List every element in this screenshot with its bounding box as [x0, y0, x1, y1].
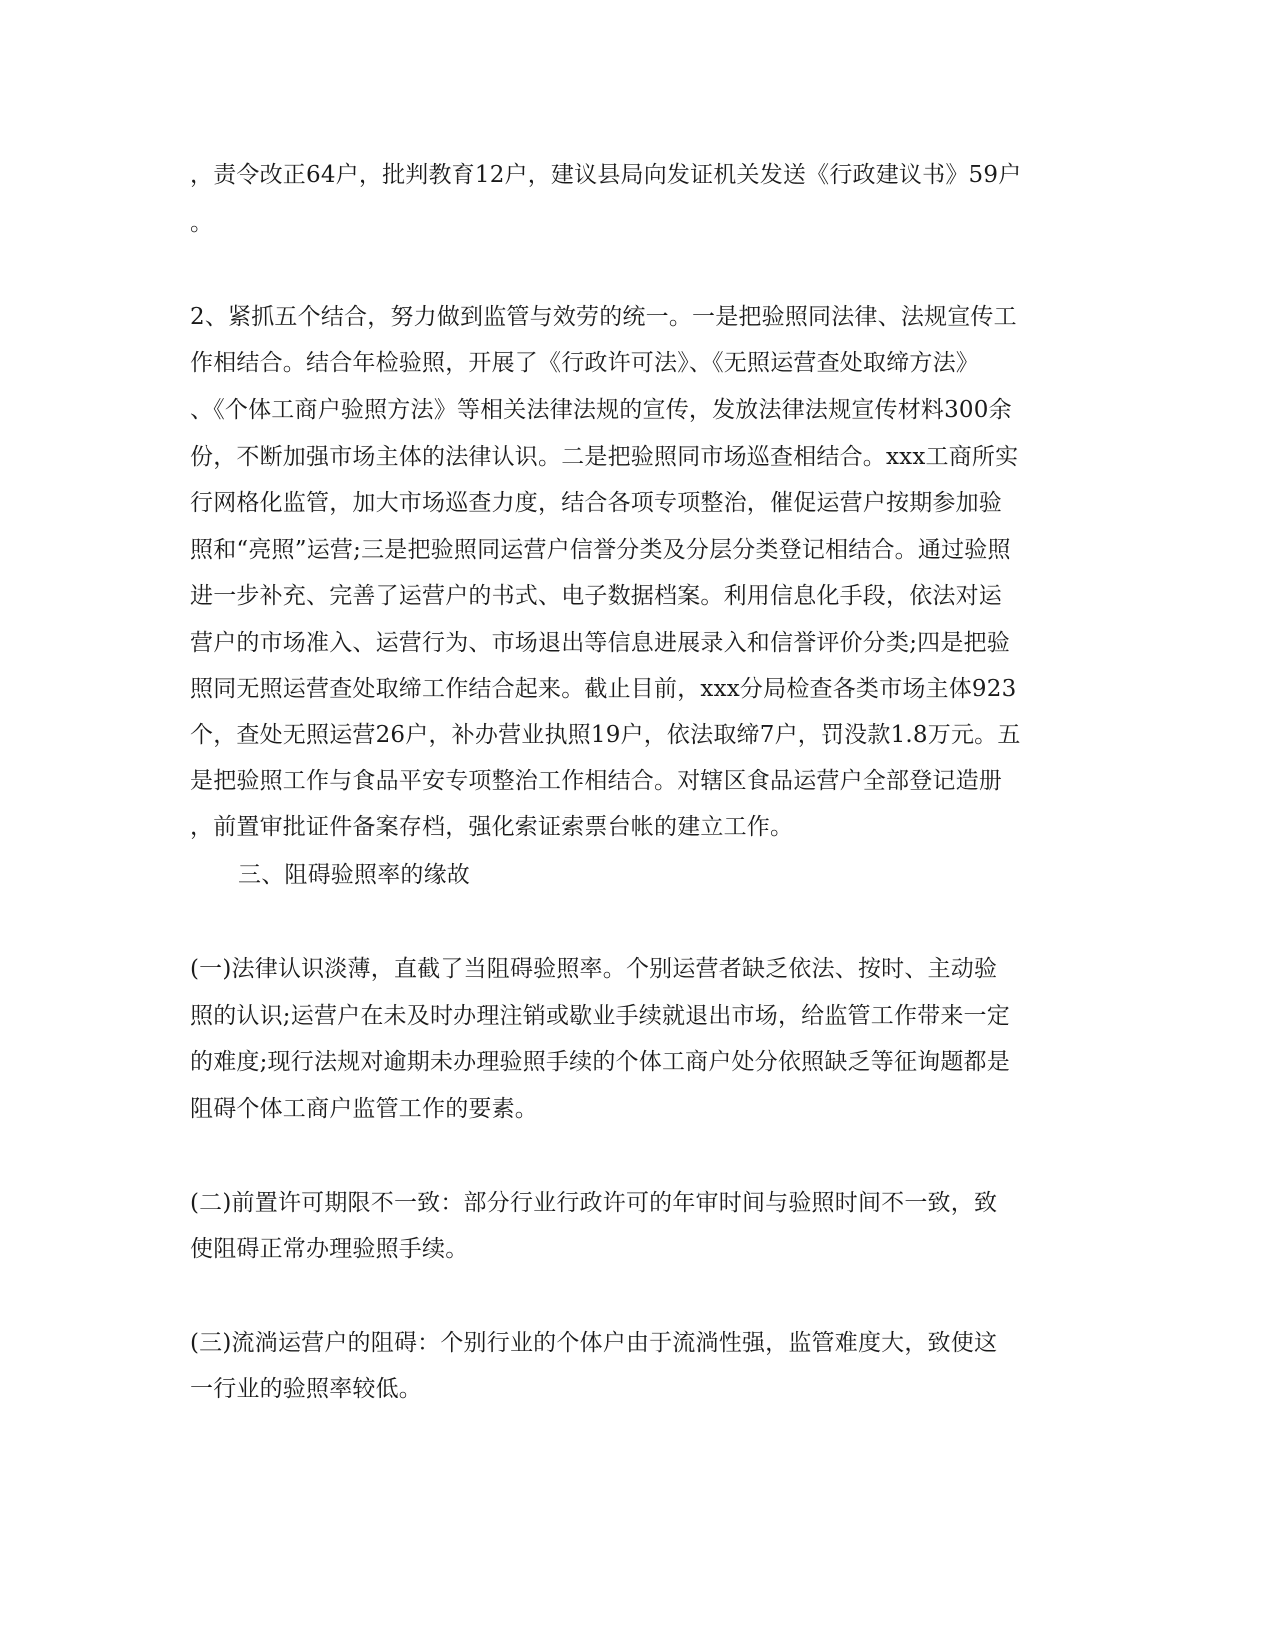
text-line: (三)流淌运营户的阻碍：个别行业的个体户由于流淌性强，监管难度大，致使这 — [190, 1330, 998, 1356]
text-line: 行网格化监管，加大市场巡查力度，结合各项专项整治，催促运营户按期参加验 — [190, 490, 1002, 516]
text-line: 2、紧抓五个结合，努力做到监管与效劳的统一。一是把验照同法律、法规宣传工 — [190, 304, 1017, 330]
text-line: 份，不断加强市场主体的法律认识。二是把验照同市场巡查相结合。xxx工商所实 — [190, 444, 1019, 470]
text-line: (二)前置许可期限不一致：部分行业行政许可的年审时间与验照时间不一致，致 — [190, 1190, 998, 1216]
text-line: ，责令改正64户，批判教育12户，建议县局向发证机关发送《行政建议书》59户 — [190, 162, 1022, 188]
text-line: 个，查处无照运营26户，补办营业执照19户，依法取缔7户，罚没款1.8万元。五 — [190, 722, 1021, 748]
text-line: 使阻碍正常办理验照手续。 — [190, 1236, 469, 1262]
text-line: (一)法律认识淡薄，直截了当阻碍验照率。个别运营者缺乏依法、按时、主动验 — [190, 956, 998, 982]
text-line: 照同无照运营查处取缔工作结合起来。截止目前，xxx分局检查各类市场主体923 — [190, 676, 1017, 702]
text-line: 照的认识;运营户在未及时办理注销或歇业手续就退出市场，给监管工作带来一定 — [190, 1003, 1010, 1029]
section-heading: 三、阻碍验照率的缘故 — [238, 862, 470, 888]
text-line: 作相结合。结合年检验照，开展了《行政许可法》、《无照运营查处取缔方法》 — [190, 350, 979, 376]
text-line: 一行业的验照率较低。 — [190, 1376, 422, 1402]
text-line: 营户的市场准入、运营行为、市场退出等信息进展录入和信誉评价分类;四是把验 — [190, 630, 1010, 656]
text-line: 是把验照工作与食品平安专项整治工作相结合。对辖区食品运营户全部登记造册 — [190, 768, 1002, 794]
text-line: 照和“亮照”运营;三是把验照同运营户信誉分类及分层分类登记相结合。通过验照 — [190, 537, 1011, 563]
text-line: 阻碍个体工商户监管工作的要素。 — [190, 1096, 538, 1122]
text-line: 。 — [190, 210, 214, 236]
text-line: 的难度;现行法规对逾期未办理验照手续的个体工商户处分依照缺乏等征询题都是 — [190, 1049, 1010, 1075]
text-line: ，前置审批证件备案存档，强化索证索票台帐的建立工作。 — [190, 814, 794, 840]
text-line: 、《个体工商户验照方法》等相关法律法规的宣传，发放法律法规宣传材料300余 — [190, 397, 1012, 423]
text-line: 进一步补充、完善了运营户的书式、电子数据档案。利用信息化手段，依法对运 — [190, 583, 1002, 609]
